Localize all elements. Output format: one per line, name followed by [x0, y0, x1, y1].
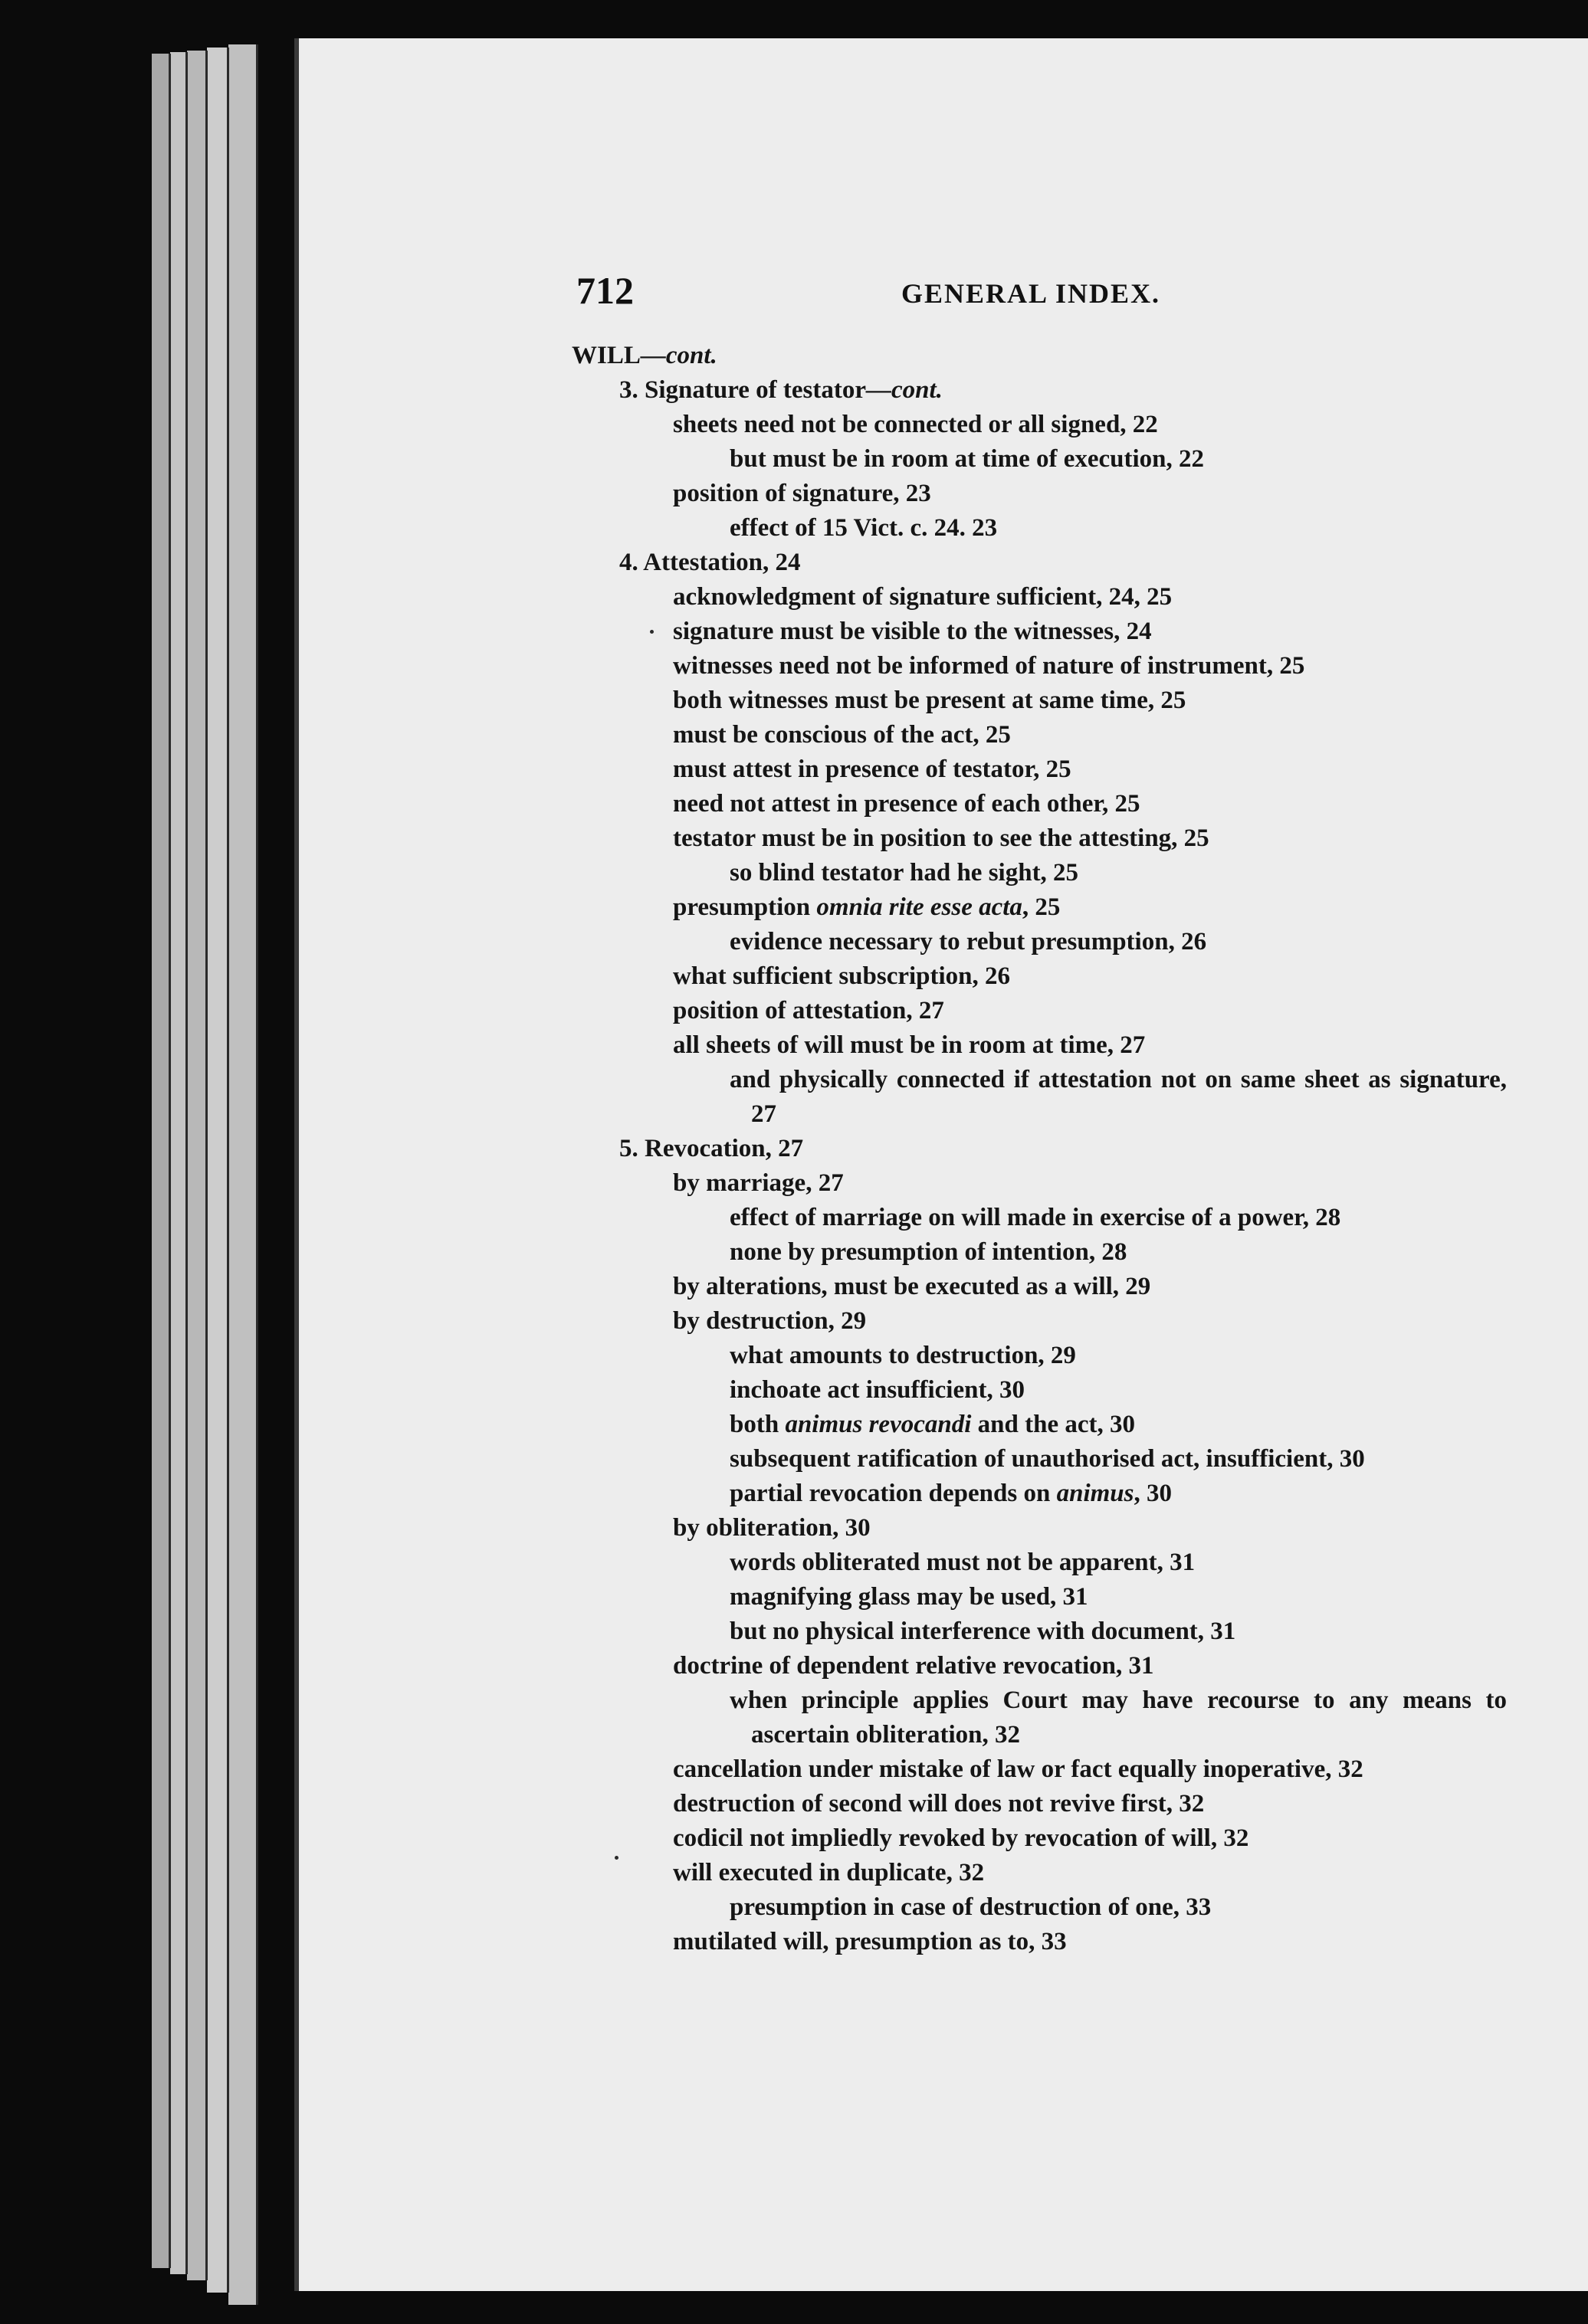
index-entry: [572, 546, 1507, 580]
index-entry: [572, 925, 1507, 959]
entry-text: by alterations, must be executed as a will, 29: [673, 1273, 1151, 1300]
entry-text: sheets need not be connected or all signed, 22: [673, 411, 1158, 438]
index-entry: [572, 1925, 1507, 1959]
entry-text: presumption: [673, 893, 817, 921]
page-edge: [187, 51, 205, 2280]
entry-text: so blind testator had he sight, 25: [730, 859, 1079, 887]
entry-text: testator must be in position to see the attesting, 25: [673, 824, 1209, 852]
page-edge-line: [256, 44, 258, 2305]
index-entry: [572, 580, 1507, 615]
index-entry: [572, 1787, 1507, 1821]
speck: [615, 1856, 618, 1860]
index-entry: [572, 787, 1507, 821]
page-number: 712: [576, 269, 634, 312]
italic-term: animus: [1056, 1480, 1134, 1507]
index-entry: [572, 1442, 1507, 1477]
index-entry: [572, 1408, 1507, 1442]
entry-text: and physically connected if attestation not on same sheet as signature, 27: [730, 1066, 1507, 1128]
page-edge: [152, 54, 169, 2268]
entry-text: must be conscious of the act, 25: [673, 721, 1011, 749]
speck: [650, 630, 654, 634]
index-entry: [572, 1580, 1507, 1614]
index-entry: [572, 1752, 1507, 1787]
entry-text: position of attestation, 27: [673, 997, 944, 1024]
index-entry: [572, 373, 1507, 408]
index-entry: [572, 1304, 1507, 1339]
entry-text: must attest in presence of testator, 25: [673, 756, 1071, 783]
index-entry: [572, 856, 1507, 890]
entry-text: but no physical interference with document, 31: [730, 1618, 1236, 1645]
entry-text: both witnesses must be present at same time, 25: [673, 687, 1186, 714]
entry-text: subsequent ratification of unauthorised act, insufficient, 30: [730, 1445, 1365, 1473]
entry-text: but must be in room at time of execution, 22: [730, 445, 1205, 473]
entry-text: presumption in case of destruction of one, 33: [730, 1893, 1212, 1921]
entry-text: partial revocation depends on: [730, 1480, 1057, 1507]
entry-text: position of signature, 23: [673, 480, 931, 507]
entry-text: witnesses need not be informed of nature of instrument, 25: [673, 652, 1305, 680]
entry-text: when principle applies Court may have recourse to any means to ascertain obliteration, 32: [730, 1686, 1507, 1749]
page-edge: [228, 44, 256, 2305]
entry-text: by destruction, 29: [673, 1307, 867, 1335]
entry-text: and the act, 30: [971, 1411, 1135, 1438]
index-heading-word: WILL: [572, 342, 641, 369]
index-entry: [572, 615, 1507, 649]
index-heading-continued: —cont.: [640, 342, 717, 369]
entry-text: , 25: [1022, 893, 1061, 921]
entry-text: what sufficient subscription, 26: [673, 962, 1011, 990]
entry-text: what amounts to destruction, 29: [730, 1342, 1076, 1369]
index-entry: [572, 994, 1507, 1028]
entry-text: effect of 15 Vict. c. 24. 23: [730, 514, 998, 542]
entry-text: by obliteration, 30: [673, 1514, 871, 1542]
italic-term: —cont.: [866, 376, 943, 404]
index-entry: [572, 511, 1507, 546]
index-entry: [572, 890, 1507, 925]
index-entry: [572, 1201, 1507, 1235]
page-edge: [170, 52, 185, 2274]
page-edge: [207, 48, 227, 2293]
entry-text: 3. Signature of testator: [619, 376, 867, 404]
entry-text: 5. Revocation, 27: [619, 1135, 804, 1162]
page-edge-line: [227, 48, 229, 2293]
index-entry: [572, 1270, 1507, 1304]
entry-text: effect of marriage on will made in exercise of a power, 28: [730, 1204, 1341, 1231]
index-entry: [572, 959, 1507, 994]
index-entry: [572, 1028, 1507, 1063]
index-entry: [572, 1546, 1507, 1580]
index-entry: [572, 1683, 1507, 1752]
index-entry: [572, 1511, 1507, 1546]
entry-text: need not attest in presence of each other, 25: [673, 790, 1140, 818]
entry-text: words obliterated must not be apparent, 31: [730, 1549, 1196, 1576]
running-head: GENERAL INDEX.: [901, 278, 1161, 309]
entry-text: by marriage, 27: [673, 1169, 844, 1197]
index-entries: [572, 373, 1507, 1959]
entry-text: none by presumption of intention, 28: [730, 1238, 1127, 1266]
page-edge-line: [205, 51, 208, 2280]
index-entry: [572, 718, 1507, 752]
index-entry: [572, 477, 1507, 511]
index-entry: [572, 1477, 1507, 1511]
index-entry: [572, 1614, 1507, 1649]
page-edge-line: [185, 52, 188, 2274]
index-entry: [572, 1132, 1507, 1166]
index-body: [572, 339, 1507, 1959]
index-entry: [572, 1649, 1507, 1683]
index-entry: [572, 1339, 1507, 1373]
italic-term: animus revocandi: [785, 1411, 972, 1438]
index-entry: [572, 408, 1507, 442]
index-entry: [572, 683, 1507, 718]
index-entry: [572, 1856, 1507, 1890]
index-entry: [572, 1890, 1507, 1925]
book-page: [299, 38, 1588, 2291]
entry-text: 4. Attestation, 24: [619, 549, 801, 576]
entry-text: inchoate act insufficient, 30: [730, 1376, 1025, 1404]
entry-text: both: [730, 1411, 786, 1438]
index-entry: [572, 821, 1507, 856]
entry-text: evidence necessary to rebut presumption, 26: [730, 928, 1207, 955]
entry-text: codicil not impliedly revoked by revocation of will, 32: [673, 1824, 1249, 1852]
index-entry: [572, 1063, 1507, 1132]
index-entry: [572, 442, 1507, 477]
entry-text: doctrine of dependent relative revocation, 31: [673, 1652, 1154, 1680]
entry-text: acknowledgment of signature sufficient, 24, 25: [673, 583, 1173, 611]
italic-term: omnia rite esse acta: [816, 893, 1022, 921]
page-edge-line: [169, 54, 171, 2268]
index-entry: [572, 1821, 1507, 1856]
index-entry: [572, 1235, 1507, 1270]
index-heading: [572, 339, 1507, 373]
index-entry: [572, 1373, 1507, 1408]
entry-text: all sheets of will must be in room at time, 27: [673, 1031, 1146, 1059]
index-entry: [572, 1166, 1507, 1201]
entry-text: , 30: [1134, 1480, 1172, 1507]
entry-text: magnifying glass may be used, 31: [730, 1583, 1088, 1611]
entry-text: destruction of second will does not revive first, 32: [673, 1790, 1205, 1818]
entry-text: mutilated will, presumption as to, 33: [673, 1928, 1067, 1955]
entry-text: signature must be visible to the witnesses, 24: [673, 618, 1152, 645]
index-entry: [572, 649, 1507, 683]
entry-text: cancellation under mistake of law or fact equally inoperative, 32: [673, 1755, 1363, 1783]
index-entry: [572, 752, 1507, 787]
entry-text: will executed in duplicate, 32: [673, 1859, 985, 1886]
